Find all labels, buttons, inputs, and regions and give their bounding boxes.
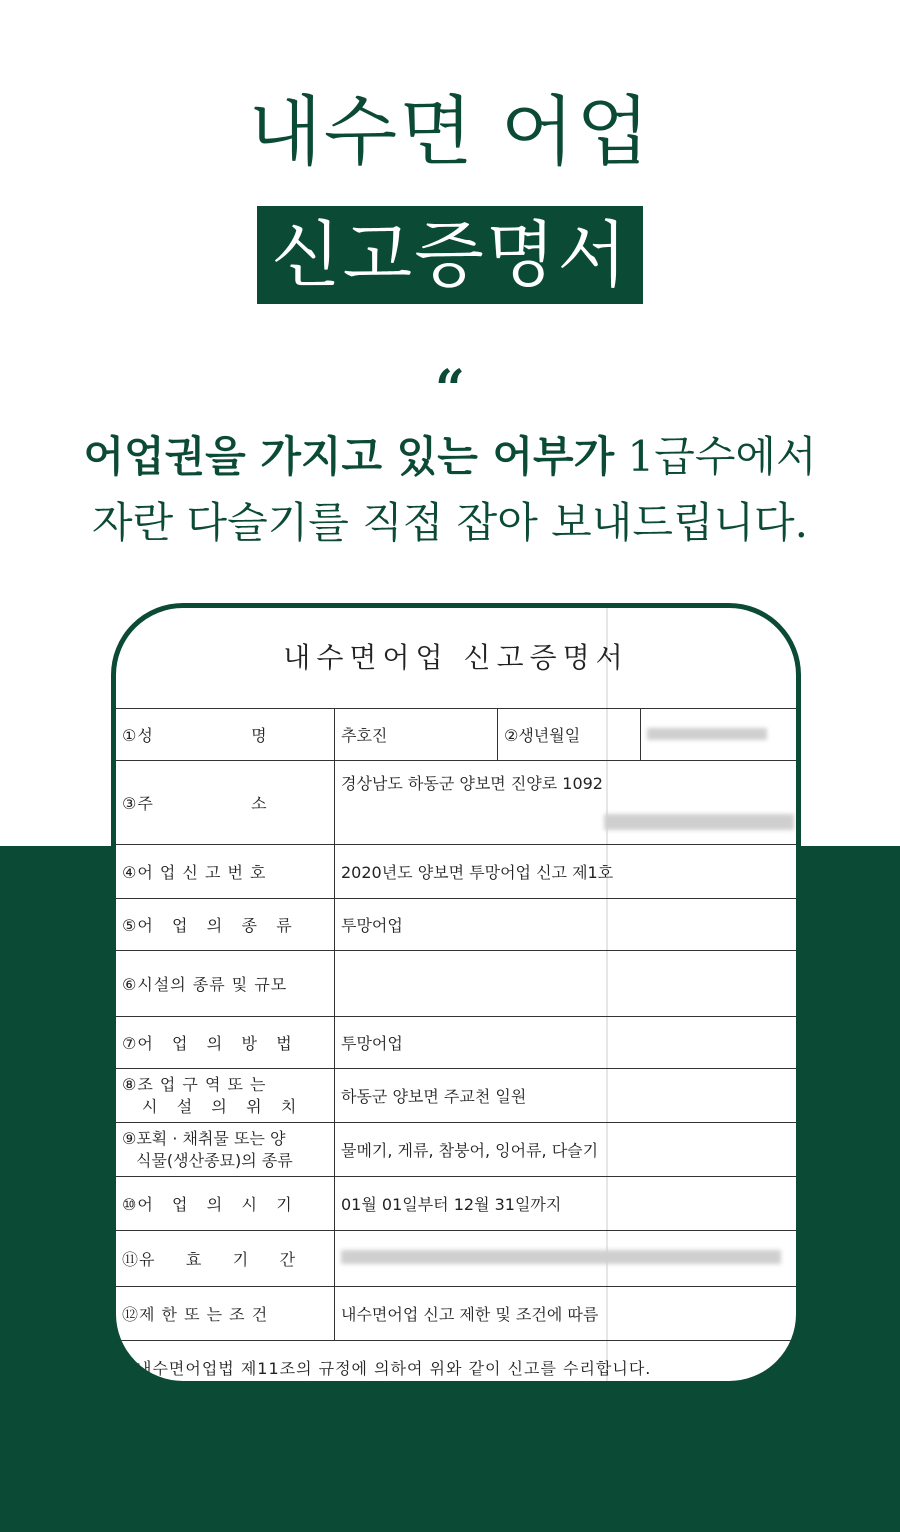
page-title-highlight: 신고증명서 (257, 206, 643, 304)
table-row (116, 1231, 801, 1287)
table-row (116, 709, 801, 761)
row-label: ⑧조 업 구 역 또 는 시 설 의 위 치 (116, 1069, 335, 1123)
table-row (116, 1069, 801, 1123)
certificate-image (111, 603, 801, 1386)
certificate-title: 내수면어업 신고증명서 (283, 641, 629, 674)
table-row (116, 1287, 801, 1341)
redacted-value (335, 1231, 801, 1287)
address-text: 경상남도 하동군 양보면 진양로 1092 (341, 774, 603, 793)
row-label: ⑦어 업 의 방 법 (116, 1017, 335, 1069)
table-row (116, 761, 801, 845)
table-row (116, 1017, 801, 1069)
row-label: ⑪유 효 기 간 (116, 1231, 335, 1287)
row-label: ②생년월일 (498, 709, 641, 761)
table-row (116, 1177, 801, 1231)
row-label: ⑥시설의 종류 및 규모 (116, 951, 335, 1017)
redacted-value (641, 709, 801, 761)
row-value: 투망어업 (335, 1017, 801, 1069)
table-row (116, 845, 801, 899)
row-value: 하동군 양보면 주교천 일원 (335, 1069, 801, 1123)
row-value: 2020년도 양보면 투망어업 신고 제1호 (335, 845, 801, 899)
row-label: ⑩어 업 의 시 기 (116, 1177, 335, 1231)
row-value: 물메기, 게류, 참붕어, 잉어류, 다슬기 (335, 1123, 801, 1177)
lead-line2: 자란 다슬기를 직접 잡아 보내드립니다. (92, 498, 808, 547)
row-value: 추호진 (335, 709, 498, 761)
row-value (335, 951, 801, 1017)
row-label: ①성 명 (116, 709, 335, 761)
row-value: 내수면어업 신고 제한 및 조건에 따름 (335, 1287, 801, 1341)
row-label: ⑫제 한 또 는 조 건 (116, 1287, 335, 1341)
table-row (116, 899, 801, 951)
row-value (335, 761, 801, 845)
table-row (116, 1123, 801, 1177)
lead-text (0, 424, 900, 556)
table-row (116, 951, 801, 1017)
certificate-table (116, 708, 801, 1341)
lead-rest: 1급수에서 (614, 432, 817, 481)
quote-mark-icon: “ (435, 359, 465, 420)
row-label: ④어 업 신 고 번 호 (116, 845, 335, 899)
page-title: 내수면 어업 (248, 87, 652, 176)
certificate-footer: 내수면어업법 제11조의 규정에 의하여 위와 같이 신고를 수리합니다. (136, 1359, 652, 1378)
row-label: ⑨포획 · 채취물 또는 양 식물(생산종묘)의 종류 (116, 1123, 335, 1177)
lead-bold: 어업권을 가지고 있는 어부가 (83, 432, 615, 481)
row-value: 01월 01일부터 12월 31일까지 (335, 1177, 801, 1231)
row-value: 투망어업 (335, 899, 801, 951)
row-label: ③주 소 (116, 761, 335, 845)
row-label: ⑤어 업 의 종 류 (116, 899, 335, 951)
